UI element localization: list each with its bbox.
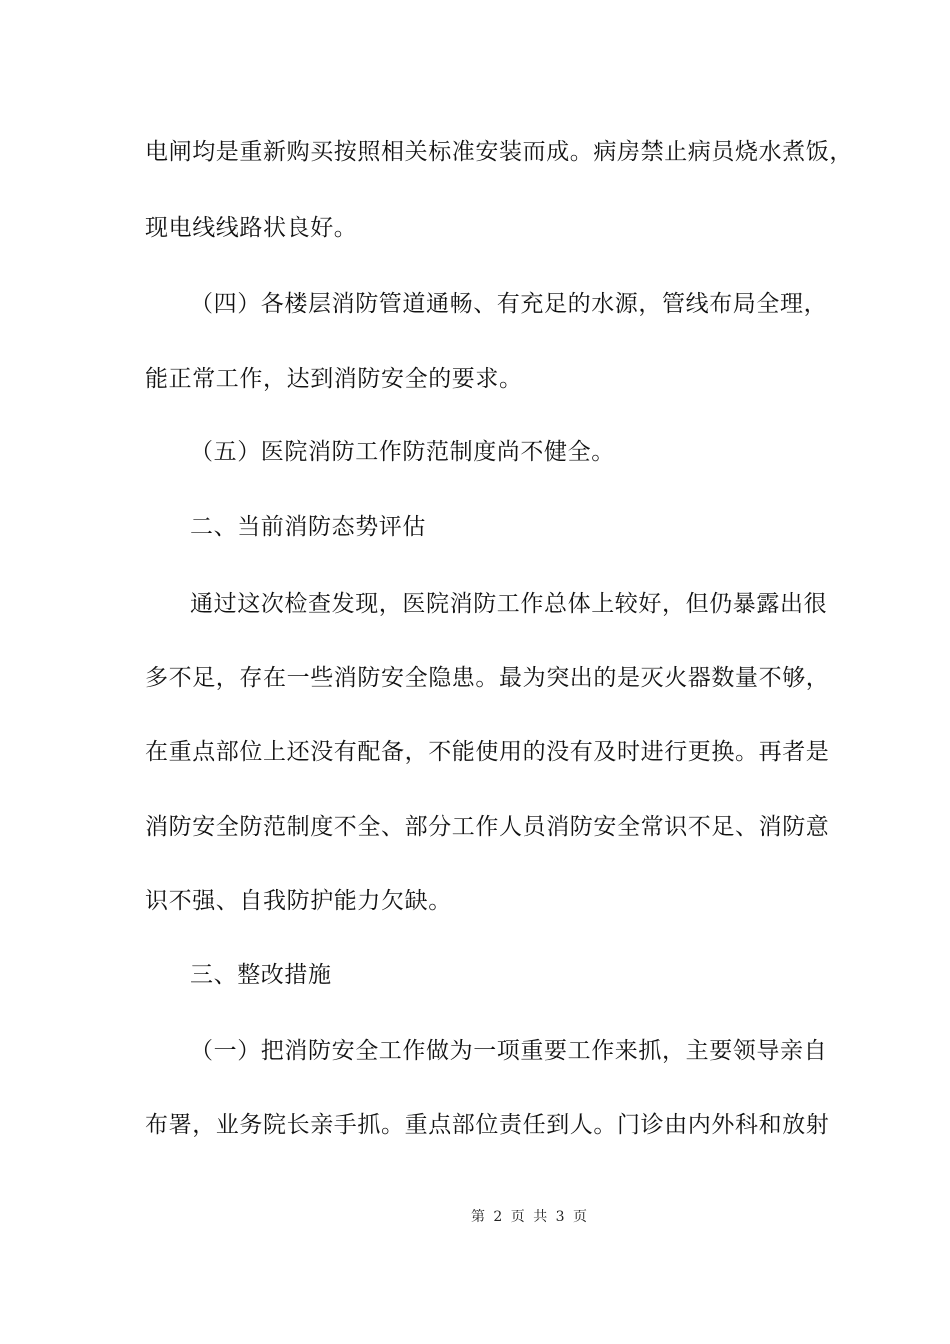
section-heading-assessment: 二、当前消防态势评估: [190, 514, 426, 540]
paragraph-start: 通过这次检查发现，医院消防工作总体上较好，但仍暴露出很: [190, 591, 828, 617]
body-text-line: 多不足，存在一些消防安全隐患。最为突出的是灭火器数量不够，: [145, 665, 830, 691]
body-text-line: 布署，业务院长亲手抓。重点部位责任到人。门诊由内外科和放射: [145, 1112, 830, 1138]
body-text-line: 识不强、自我防护能力欠缺。: [145, 888, 452, 914]
section-item-five: （五）医院消防工作防范制度尚不健全。: [190, 439, 615, 465]
body-text-line: 电闸均是重新购买按照相关标准安装而成。病房禁止病员烧水煮饭，: [145, 139, 853, 165]
section-heading-measures: 三、整改措施: [190, 962, 332, 988]
body-text-line: 消防安全防范制度不全、部分工作人员消防安全常识不足、消防意: [145, 814, 830, 840]
page-number-footer: 第 2 页 共 3 页: [470, 1209, 590, 1225]
body-text-line: 能正常工作，达到消防安全的要求。: [145, 366, 523, 392]
section-item-one: （一）把消防安全工作做为一项重要工作来抓，主要领导亲自: [190, 1038, 828, 1064]
body-text-line: 现电线线路状良好。: [145, 215, 358, 241]
body-text-line: 在重点部位上还没有配备，不能使用的没有及时进行更换。再者是: [145, 739, 830, 765]
section-item-four: （四）各楼层消防管道通畅、有充足的水源，管线布局全理，: [190, 291, 828, 317]
